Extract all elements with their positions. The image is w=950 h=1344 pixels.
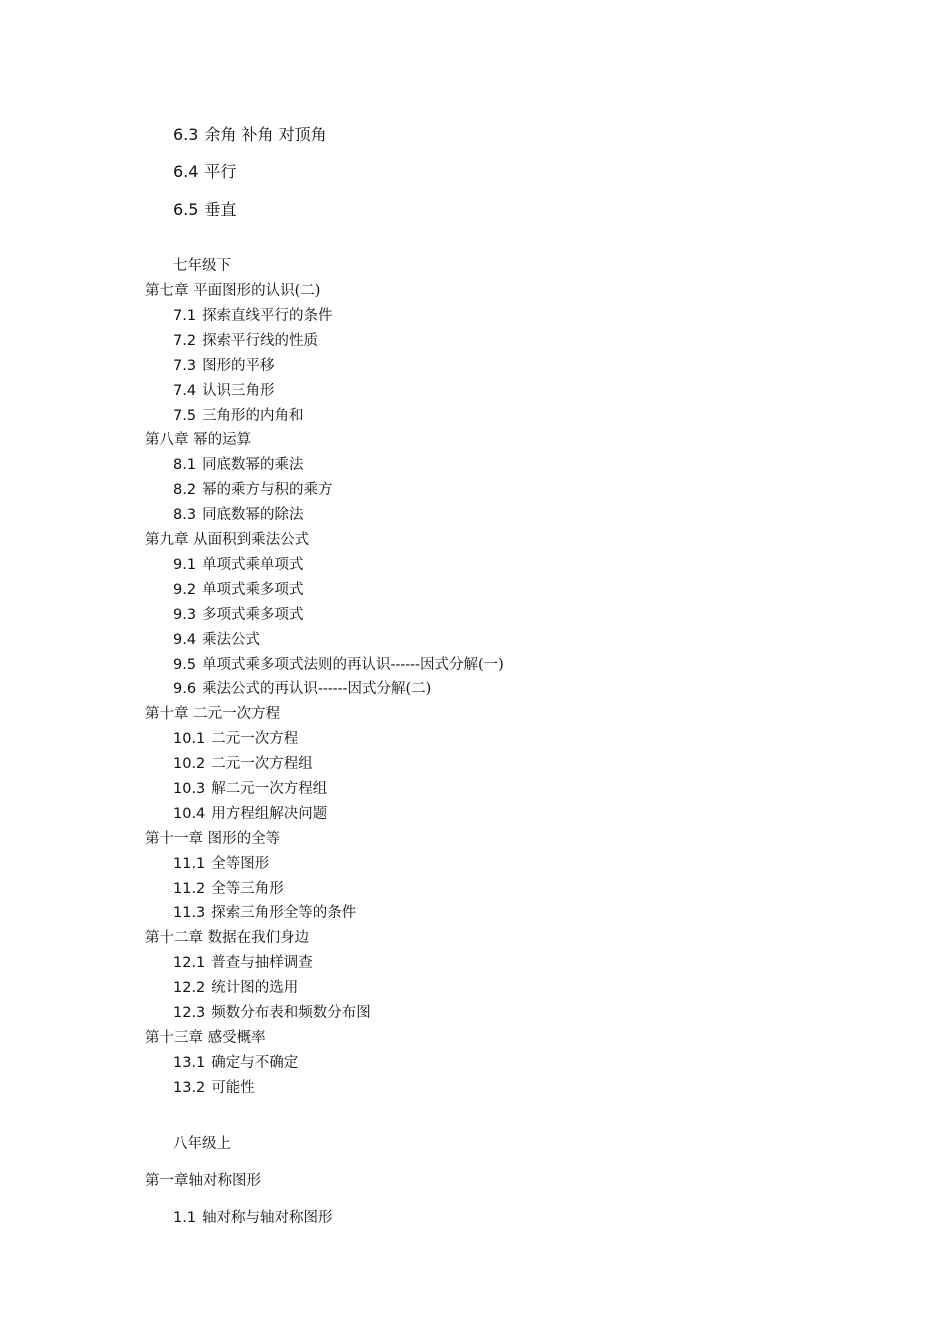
- section-item: 7.5 三角形的内角和: [173, 408, 304, 424]
- section-item: 9.5 单项式乘多项式法则的再认识------因式分解(一): [173, 657, 504, 673]
- section-item: 10.1 二元一次方程: [173, 731, 299, 747]
- section-item: 12.3 频数分布表和频数分布图: [173, 1005, 371, 1021]
- chapter-heading: 第十三章 感受概率: [145, 1030, 266, 1046]
- section-item: 8.1 同底数幂的乘法: [173, 457, 304, 473]
- chapter-heading: 第十一章 图形的全等: [145, 831, 281, 847]
- section-item: 10.2 二元一次方程组: [173, 756, 313, 772]
- section-item: 12.2 统计图的选用: [173, 980, 299, 996]
- section-item: 13.2 可能性: [173, 1080, 255, 1096]
- section-item: 9.4 乘法公式: [173, 632, 261, 648]
- section-item: 10.4 用方程组解决问题: [173, 806, 328, 822]
- section-6-4: 6.4 平行: [173, 162, 237, 181]
- chapter-heading: 第八章 幂的运算: [145, 432, 252, 448]
- section-item: 1.1 轴对称与轴对称图形: [173, 1210, 333, 1226]
- section-item: 7.3 图形的平移: [173, 358, 275, 374]
- section-item: 7.2 探索平行线的性质: [173, 333, 319, 349]
- section-item: 9.1 单项式乘单项式: [173, 557, 304, 573]
- section-item: 9.2 单项式乘多项式: [173, 582, 304, 598]
- chapter-heading: 第十章 二元一次方程: [145, 706, 281, 722]
- section-item: 11.1 全等图形: [173, 856, 270, 872]
- section-item: 9.6 乘法公式的再认识------因式分解(二): [173, 681, 432, 697]
- chapter-heading: 第七章 平面图形的认识(二): [145, 283, 321, 299]
- section-6-3: 6.3 余角 补角 对顶角: [173, 125, 327, 144]
- section-item: 11.3 探索三角形全等的条件: [173, 905, 357, 921]
- section-item: 7.4 认识三角形: [173, 383, 275, 399]
- section-6-5: 6.5 垂直: [173, 200, 237, 219]
- grade-heading: 七年级下: [173, 258, 231, 274]
- section-item: 11.2 全等三角形: [173, 881, 284, 897]
- grade-heading: 八年级上: [173, 1136, 231, 1152]
- section-item: 9.3 多项式乘多项式: [173, 607, 304, 623]
- chapter-heading: 第一章轴对称图形: [145, 1173, 261, 1189]
- section-item: 13.1 确定与不确定: [173, 1055, 299, 1071]
- section-item: 8.3 同底数幂的除法: [173, 507, 304, 523]
- chapter-heading: 第十二章 数据在我们身边: [145, 930, 310, 946]
- section-item: 12.1 普查与抽样调查: [173, 955, 313, 971]
- section-item: 10.3 解二元一次方程组: [173, 781, 328, 797]
- section-item: 7.1 探索直线平行的条件: [173, 308, 333, 324]
- section-item: 8.2 幂的乘方与积的乘方: [173, 482, 333, 498]
- chapter-heading: 第九章 从面积到乘法公式: [145, 532, 310, 548]
